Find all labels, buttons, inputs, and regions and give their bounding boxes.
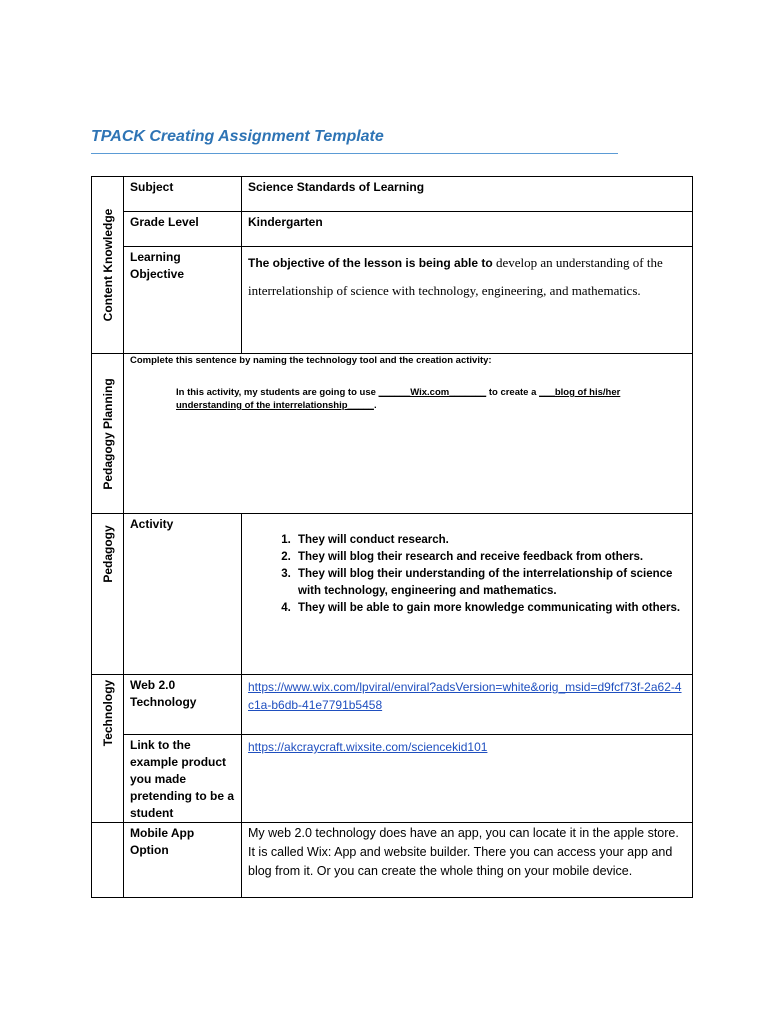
activity-item: 4. They will be able to gain more knowledge communicating with others. bbox=[294, 600, 692, 617]
document-title: TPACK Creating Assignment Template bbox=[91, 128, 384, 145]
activity-list bbox=[242, 532, 692, 617]
web20-link[interactable]: https://www.wix.com/lpviral/enviral?adsVersion=white&orig_msid=d9fcf73f-2a62-4c1a-b6db-41e7791b5458 bbox=[248, 680, 682, 712]
example-product-label: Link to the example product you made pretending to be a student bbox=[130, 738, 235, 820]
subject-label: Subject bbox=[130, 180, 174, 194]
section-content-knowledge bbox=[92, 177, 124, 354]
activity-item: 2. They will blog their research and receive feedback from others. bbox=[294, 549, 692, 566]
planning-prompt: Complete this sentence by naming the technology tool and the creation activity: bbox=[130, 355, 492, 366]
section-label-pedagogy-planning: Pedagogy Planning bbox=[100, 377, 115, 490]
example-product-link[interactable]: https://akcraycraft.wixsite.com/sciencekid101 bbox=[248, 740, 488, 754]
section-pedagogy bbox=[92, 514, 124, 675]
planning-sentence-mid: to create a bbox=[486, 387, 540, 398]
section-label-content-knowledge: Content Knowledge bbox=[100, 208, 115, 322]
section-label-pedagogy: Pedagogy bbox=[100, 525, 115, 583]
learning-objective-value bbox=[242, 247, 692, 304]
mobile-app-label: Mobile App Option bbox=[130, 826, 195, 857]
section-technology bbox=[92, 675, 124, 823]
grade-level-value: Kindergarten bbox=[248, 215, 323, 229]
tpack-table bbox=[91, 176, 693, 898]
title-underline bbox=[91, 153, 618, 154]
activity-item: 3. They will blog their understanding of the interrelationship of science with technology, engineering and mathematics. bbox=[294, 566, 692, 600]
section-pedagogy-planning bbox=[92, 354, 124, 514]
learning-objective-lead: The objective of the lesson is being able to bbox=[248, 256, 493, 270]
learning-objective-label: Learning Objective bbox=[130, 250, 185, 281]
learning-objective-rest: develop an understanding of the interrelationship of science with technology, engineering, and mathematics. bbox=[248, 255, 663, 298]
mobile-app-value: My web 2.0 technology does have an app, you can locate it in the apple store. It is called Wix: App and website builder. There you can access your app and blog from it. Or you can create the whole thing on your mobile device. bbox=[248, 826, 679, 878]
grade-level-label: Grade Level bbox=[130, 215, 199, 229]
web20-label: Web 2.0 Technology bbox=[130, 678, 197, 709]
planning-block bbox=[124, 354, 692, 413]
planning-sentence-end: . bbox=[373, 400, 377, 411]
subject-value: Science Standards of Learning bbox=[248, 180, 425, 194]
planning-sentence-start: In this activity, my students are going to use bbox=[176, 387, 379, 398]
section-empty bbox=[92, 823, 124, 898]
activity-item: 1. They will conduct research. bbox=[294, 532, 692, 549]
planning-creation: ___blog of his/her understanding of the interrelationship_____ bbox=[176, 387, 621, 411]
planning-tool: ______Wix.com_______ bbox=[378, 387, 487, 398]
activity-label: Activity bbox=[130, 517, 174, 531]
section-label-technology: Technology bbox=[100, 679, 115, 747]
planning-sentence bbox=[130, 386, 686, 412]
